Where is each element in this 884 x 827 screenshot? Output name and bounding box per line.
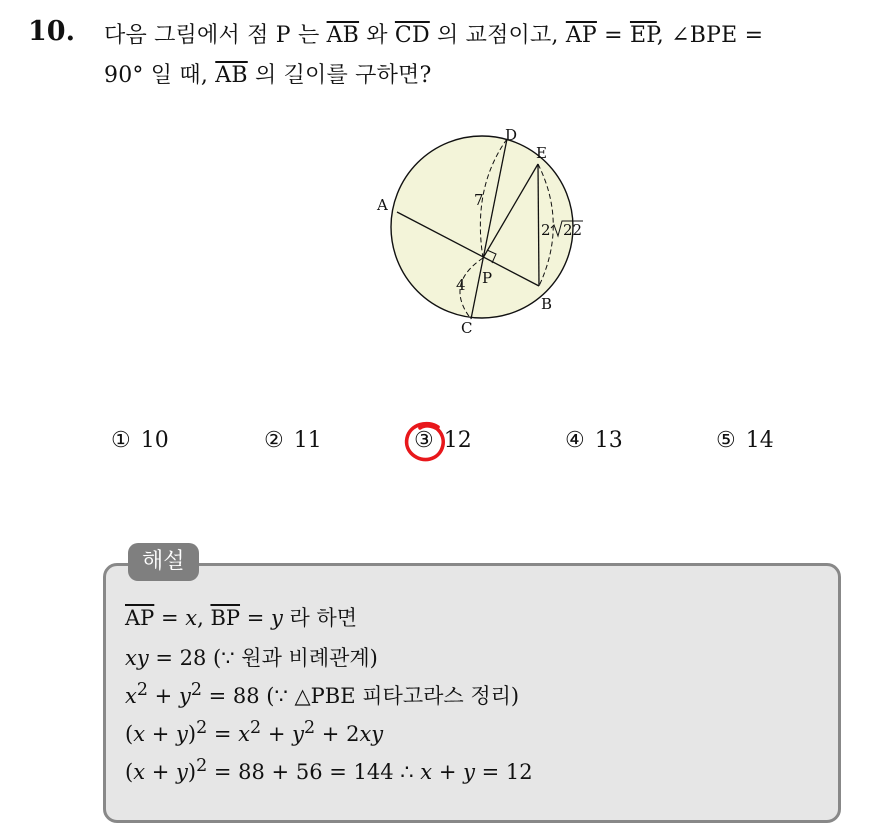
sol4-xy: xy (359, 722, 384, 746)
solution-line-1 (125, 602, 357, 632)
choice-1-value: 10 (140, 428, 169, 453)
sol4-x2-exp: 2 (250, 718, 262, 738)
sol4-eq: = (207, 722, 239, 746)
sol2-xy: xy (125, 646, 149, 670)
sol5-exp: 2 (196, 756, 208, 776)
sol1-eq2: = (240, 606, 271, 630)
sol1-eq1: = (154, 606, 186, 630)
choice-3-mark: ③ (414, 428, 434, 453)
sol1-y: y (270, 606, 283, 630)
label-d: D (505, 126, 518, 144)
answer-marker-circle (402, 418, 450, 466)
solution-line-2 (125, 642, 378, 672)
sol1-sep: , (197, 606, 211, 630)
choice-2-mark: ② (264, 428, 284, 453)
solution-label: 해설 (128, 543, 199, 581)
solution-line-3 (125, 680, 519, 710)
label-e: E (536, 144, 547, 162)
q2-post: 의 길이를 구하면? (247, 63, 432, 88)
sol4-plus3: + 2 (315, 722, 360, 746)
segment-ap: $\overline{AP}$ (565, 23, 597, 48)
sol3-y: y (178, 684, 191, 708)
label-c: C (461, 319, 473, 337)
solution-line-5 (125, 756, 533, 784)
sol4-x: x (133, 722, 146, 746)
choice-1[interactable] (111, 428, 169, 453)
q1-pre: 다음 그림에서 점 P 는 (104, 23, 327, 48)
solution-line-4 (125, 718, 383, 746)
sol3-x-exp: 2 (136, 680, 148, 700)
sol1-x: x (185, 606, 198, 630)
sol5-rest: = 88 + 56 = 144 ∴ (207, 760, 421, 784)
label-b: B (541, 295, 553, 313)
sol4-open: ( (125, 722, 134, 746)
sol5-y: y (176, 760, 188, 784)
sol4-plus: + (145, 722, 176, 746)
label-length-pd: 7 (474, 191, 484, 209)
sol1-post: 라 하면 (282, 606, 358, 630)
sol4-y: y (176, 722, 188, 746)
choice-3-value: 12 (443, 428, 472, 453)
q2-pre: 90° 일 때, (104, 63, 216, 88)
q1-mid2: 의 교점이고, (429, 23, 566, 48)
label-p: P (482, 269, 493, 287)
label-length-pc: 4 (456, 276, 466, 294)
choice-5-value: 14 (745, 428, 774, 453)
segment-ab-2: $\overline{AB}$ (215, 63, 248, 88)
segment-ep: $\overline{EP}$ (629, 23, 657, 48)
sol4-y2: y (292, 722, 304, 746)
sol5-x2: x (420, 760, 433, 784)
choice-4-value: 13 (594, 428, 623, 453)
choice-1-mark: ① (111, 428, 131, 453)
sol3-rest: = 88 (∵ △PBE 피타고라스 정리) (201, 684, 520, 708)
sol5-open: ( (125, 760, 134, 784)
sol4-plus2: + (261, 722, 293, 746)
label-a: A (377, 196, 388, 214)
sol3-x: x (125, 684, 137, 708)
sol5-y2: y (463, 760, 475, 784)
sol-seg-bp: $\overline{BP}$ (210, 606, 241, 630)
choice-2-value: 11 (293, 428, 322, 453)
label-length-eb-coef: 2 (541, 221, 551, 239)
sol2-rest: = 28 (∵ 원과 비례관계) (148, 646, 378, 670)
choice-5[interactable] (716, 428, 774, 453)
q1-post: , ∠BPE = (656, 23, 764, 48)
sol5-plus2: + (432, 760, 464, 784)
sol5-x: x (133, 760, 146, 784)
choice-4-mark: ④ (565, 428, 585, 453)
sol4-close: ) (187, 722, 197, 746)
sol-seg-ap: $\overline{AP}$ (125, 606, 155, 630)
question-number: 10. (28, 16, 75, 47)
sol4-x2: x (238, 722, 251, 746)
sol4-y2-exp: 2 (303, 718, 316, 738)
q1-mid1: 와 (359, 23, 395, 48)
question-text-line2 (104, 58, 432, 89)
segment-ab: $\overline{AB}$ (326, 23, 360, 48)
q1-mid3: = (596, 23, 630, 48)
sol5-plus: + (145, 760, 176, 784)
sol3-plus: + (147, 684, 179, 708)
question-text-line1 (104, 18, 763, 49)
sol5-close: ) (187, 760, 197, 784)
choice-2[interactable] (264, 428, 322, 453)
geometry-figure (360, 120, 600, 342)
sol4-exp: 2 (196, 718, 208, 738)
choice-5-mark: ⑤ (716, 428, 736, 453)
choice-4[interactable] (565, 428, 623, 453)
label-length-eb-radicand: 22 (563, 221, 583, 239)
segment-cd: $\overline{CD}$ (394, 23, 430, 48)
sol3-y-exp: 2 (190, 680, 202, 700)
sol5-end: = 12 (474, 760, 533, 784)
